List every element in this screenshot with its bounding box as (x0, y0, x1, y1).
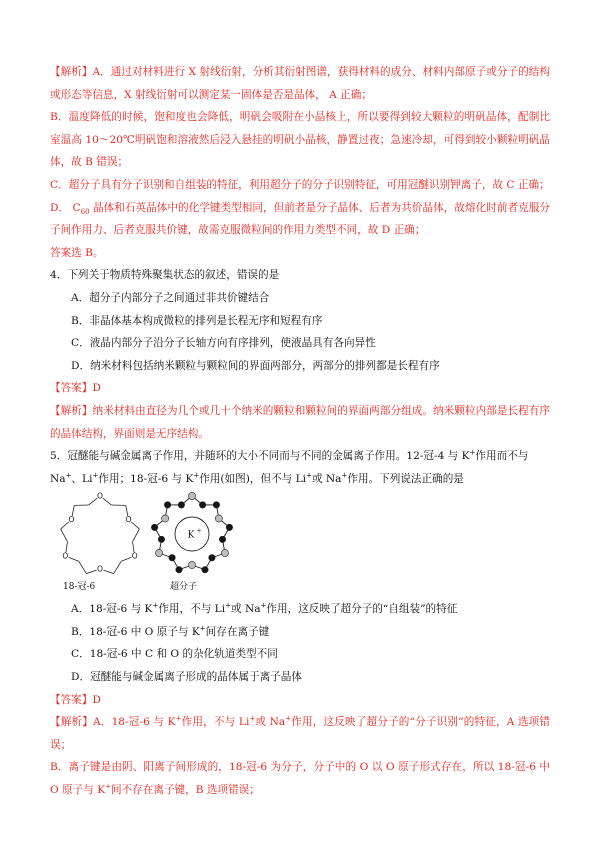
carbon-atom-ball (219, 536, 225, 542)
q3-d-prefix: D． C (50, 201, 81, 214)
q3-d-rest: 晶体和石英晶体中的化学键类型相同，但前者是分子晶体、后者为共价晶体，故熔化时前者克服分子间作用力、后者克服共价键，故需克服微粒间的作用力类型不同，故 D 正确； (50, 201, 550, 237)
q3-d-subscript: 60 (80, 207, 90, 216)
potassium-ion-charge: + (196, 527, 202, 535)
q5-option-b: B．18-冠-6 中 O 原子与 K+间存在离子键 (71, 624, 270, 638)
ring-bond (89, 499, 97, 506)
oxygen-atom-ball (215, 515, 222, 522)
ring-bond (61, 529, 68, 542)
oxygen-atom-label: O (97, 491, 103, 501)
crown-ether-structure-diagram (50, 491, 150, 581)
oxygen-atom-ball (162, 515, 169, 522)
q5-stem: 5．冠醚能与碱金属离子作用，并随环的大小不同而与不同的金属离子作用。12-冠-4 与 K+作用而不与 Na+、Li+作用；18-冠-6 与 K+作用(如图)，但不与 Li+或 Na+作用。下列说法正确的是 (50, 448, 529, 485)
carbon-atom-ball (178, 502, 184, 508)
oxygen-atom-label: O (68, 515, 75, 525)
ring-bond (103, 499, 111, 506)
q3-analysis-c: C．超分子具有分子识别和自组装的特征，利用超分子的分子识别特征，可用冠醚识别钾离子，故 C 正确； (50, 178, 550, 191)
potassium-ion-label: K (187, 530, 195, 541)
q4-stem: 4．下列关于物质特殊聚集状态的叙述，错误的是 (50, 269, 280, 282)
q5-analysis-b: B．离子键是由阴、阳离子间形成的，18-冠-6 为分子，分子中的 O 以 O 原子形式存在，所以 18-冠-6 中 O 原子与 K+间不存在离子键，B 选项错误； (50, 761, 550, 797)
crown-ether-figure (50, 491, 550, 595)
ring-bond (121, 558, 131, 562)
q4-option-a: A．超分子内部分子之间通过非共价键结合 (71, 291, 270, 304)
oxygen-atom-ball (221, 550, 228, 557)
q5-option-c: C．18-冠-6 中 C 和 O 的杂化轨道类型不同 (71, 648, 278, 661)
q3-analysis-a: 【解析】A．通过对材料进行 X 射线衍射，分析其衍射图谱，获得材料的成分、材料内部原子或分子的结构或形态等信息，X 射线衍射可以测定某一固体是否是晶体， A 正确； (50, 66, 550, 101)
oxygen-atom-ball (188, 562, 195, 569)
carbon-atom-ball (169, 555, 175, 561)
q5-analysis-a: 【解析】A．18-冠-6 与 K+作用，不与 Li+或 Na+作用，这反映了超分子的“分子识别”的特征，A 选项错误； (50, 714, 551, 751)
ring-bond (132, 529, 139, 542)
q3-answer: 答案选 B。 (50, 246, 104, 259)
oxygen-atom-ball (188, 493, 195, 500)
supramolecule-caption: 超分子 (170, 582, 198, 593)
carbon-atom-ball (209, 555, 215, 561)
carbon-atom-ball (151, 524, 157, 530)
carbon-atom-ball (202, 567, 208, 573)
carbon-atom-ball (213, 502, 219, 508)
q3-analysis-d (50, 197, 550, 242)
ring-bond (79, 562, 87, 574)
q4-analysis: 【解析】纳米材料由直径为几个或几十个纳米的颗粒和颗粒间的界面两部分组成。纳米颗粒内部是长程有序的晶体结构，界面则是无序结构。 (50, 404, 550, 440)
oxygen-atom-label: O (62, 551, 69, 561)
carbon-atom-ball (226, 524, 232, 530)
q4-option-c: C．液晶内部分子沿分子长轴方向有序排列，使液晶具有各向异性 (71, 337, 376, 350)
q5-option-d: D．冠醚能与碱金属离子形成的晶体属于离子晶体 (71, 671, 302, 684)
oxygen-atom-label: O (131, 551, 138, 561)
carbon-atom-ball (158, 536, 164, 542)
crown-ether-caption: 18-冠-6 (63, 582, 96, 593)
document-content (50, 61, 550, 802)
q5-option-a: A．18-冠-6 与 K+作用，不与 Li+或 Na+作用，这反映了超分子的“自组装”的特征 (71, 601, 458, 616)
ring-bond (69, 558, 79, 562)
q3-analysis-b: B．温度降低的时候，饱和度也会降低，明矾会吸附在小晶核上，所以要得到较大颗粒的明矾晶体，配制比室温高 10～20℃明矾饱和溶液然后浸入悬挂的明矾小晶核，静置过夜；急速冷却，可得到较小颗粒明矾晶体，故 B 错误； (50, 111, 550, 169)
q5-answer: 【答案】D (50, 693, 101, 706)
supramolecule-diagram (147, 491, 237, 581)
ring-bond (86, 570, 96, 573)
ring-bond (114, 562, 122, 574)
q4-option-b: B．非晶体基本构成微粒的排列是长程无序和短程有序 (71, 314, 323, 327)
carbon-atom-ball (164, 502, 170, 508)
ring-bond (131, 522, 139, 529)
oxygen-atom-label: O (125, 515, 132, 525)
q4-option-d: D．纳米材料包括纳米颗粒与颗粒间的界面两部分，两部分的排列都是长程有序 (71, 359, 440, 372)
carbon-atom-ball (176, 567, 182, 573)
oxygen-atom-label: O (97, 564, 103, 574)
ring-bond (103, 570, 113, 573)
oxygen-atom-ball (155, 550, 162, 557)
q4-answer: 【答案】D (50, 382, 101, 395)
carbon-atom-ball (199, 502, 205, 508)
